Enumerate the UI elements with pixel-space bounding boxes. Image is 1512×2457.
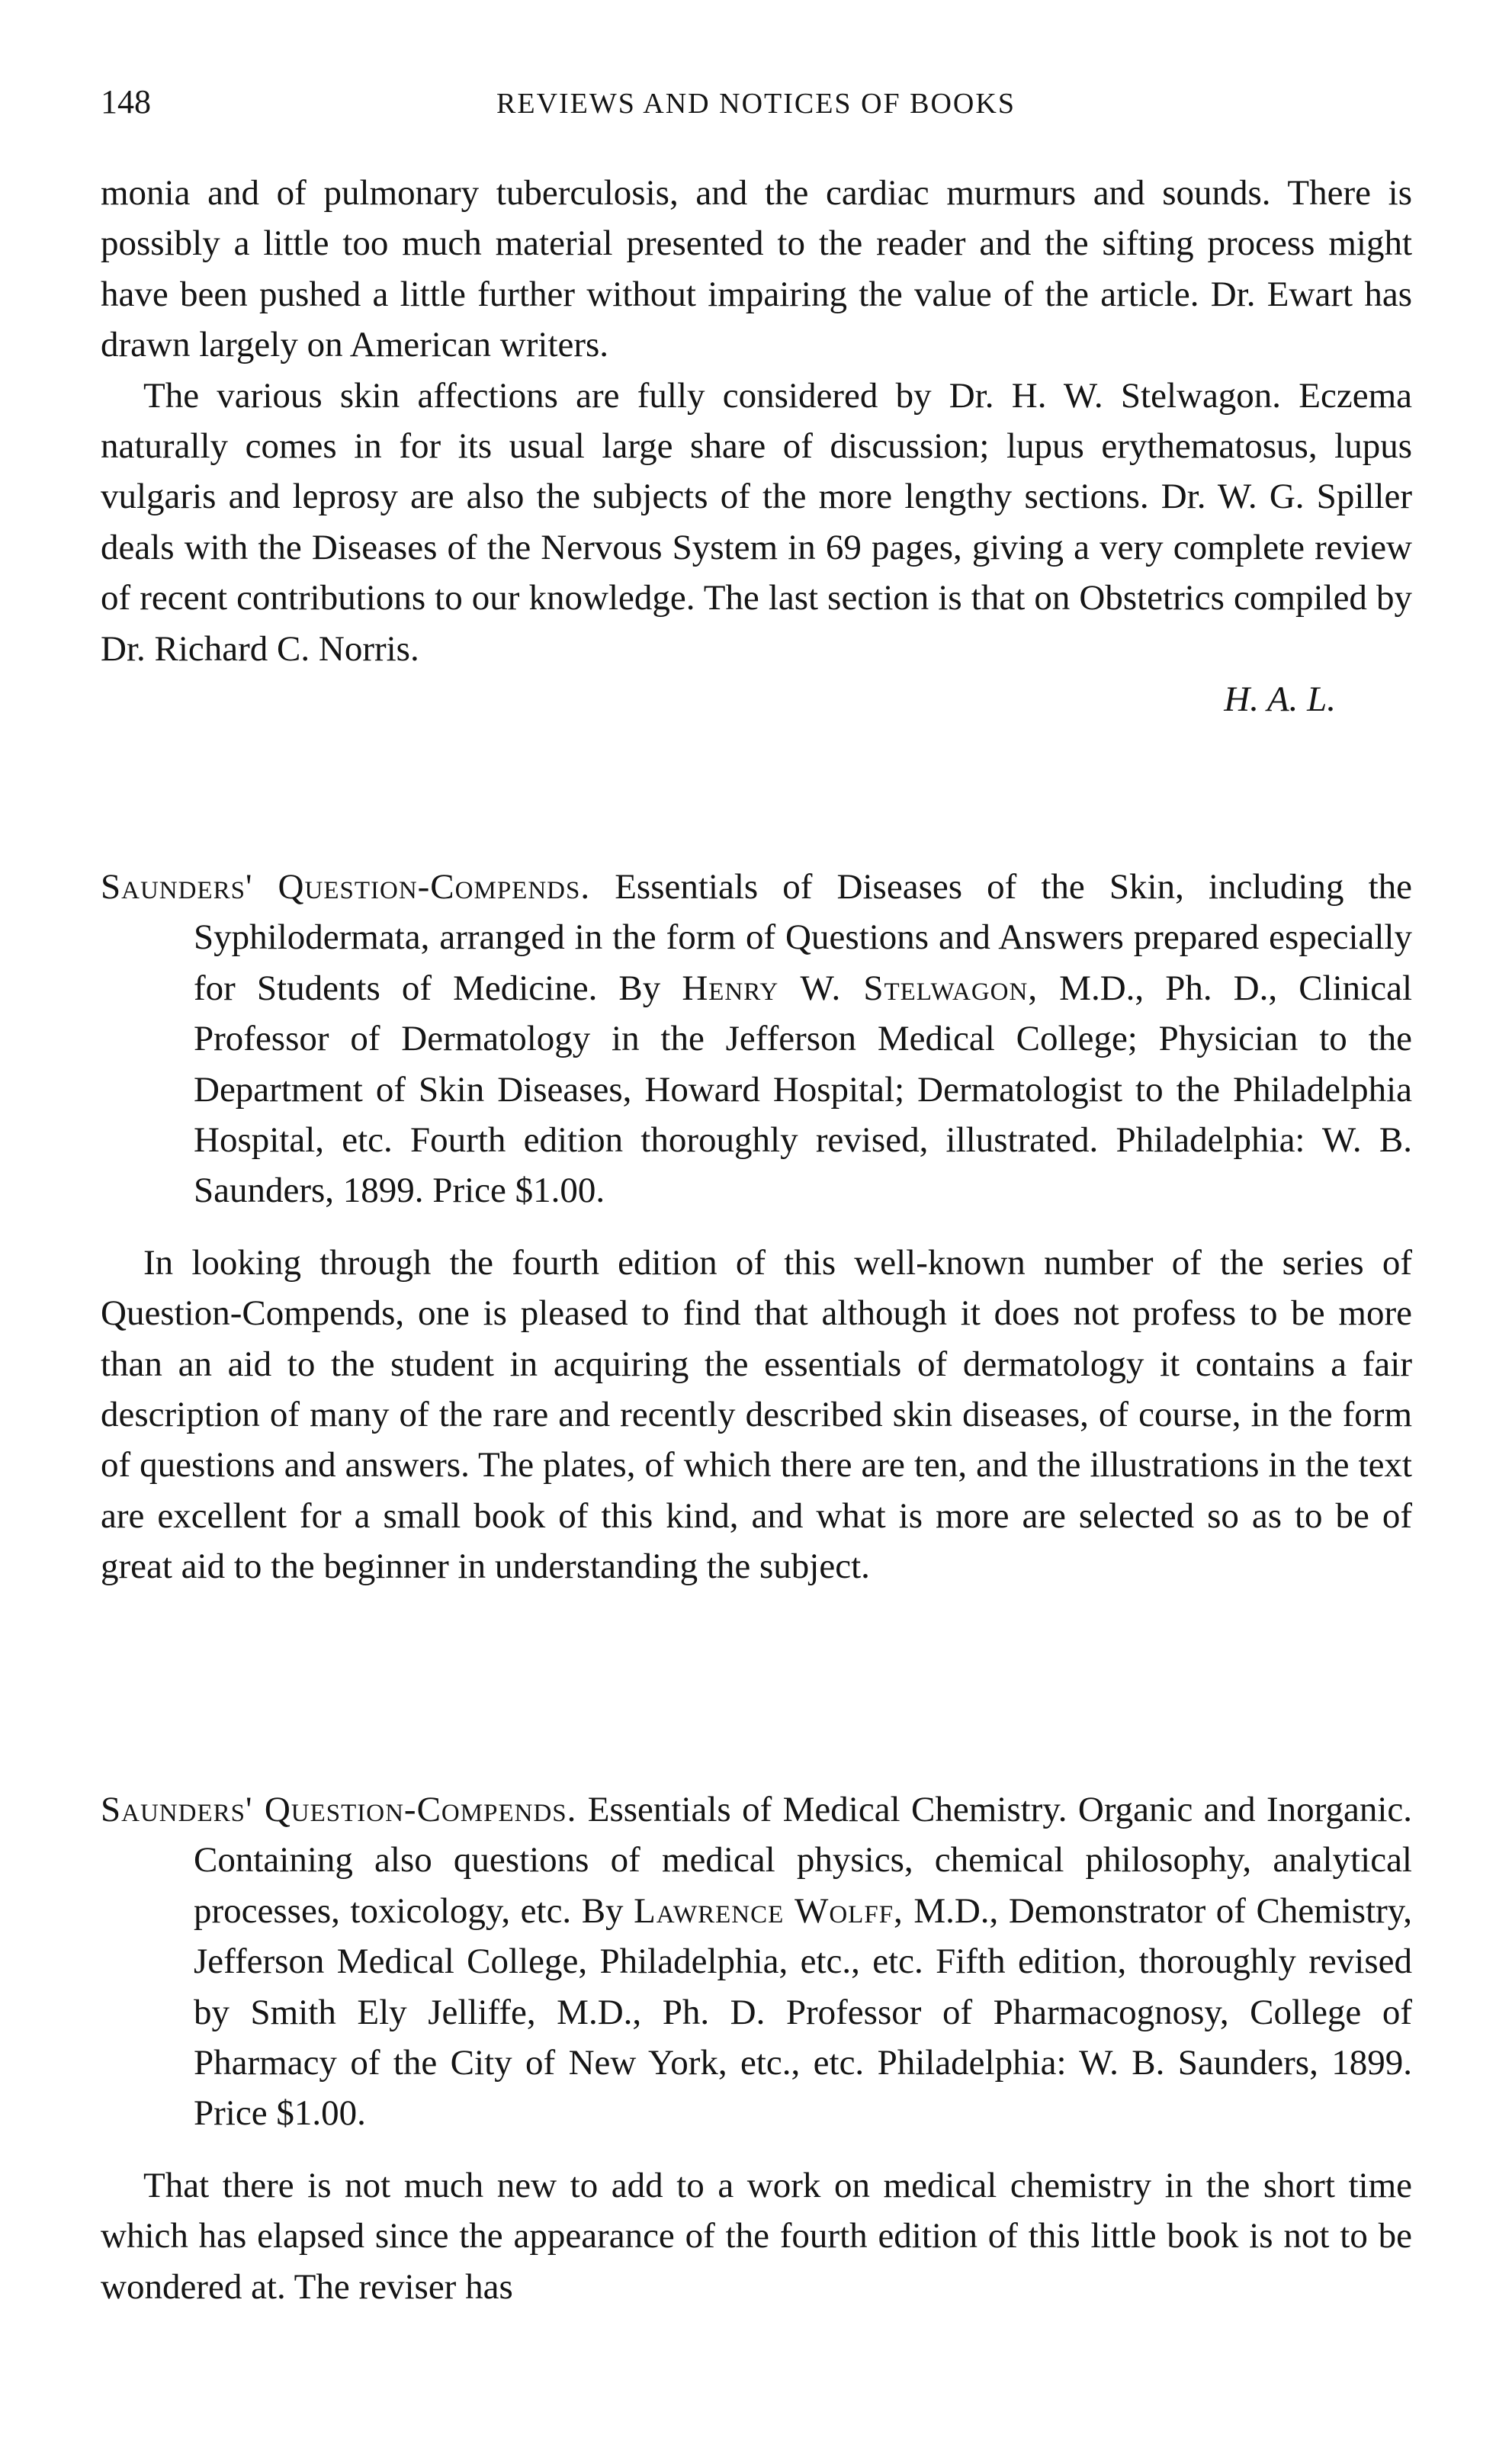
page-number: 148 [101, 83, 151, 120]
notice-details: M.D., Ph. D., Clinical Professor of Dermatology in the Jefferson Medical College; Physician to the Department of Skin Diseases, Howard Hospital; Dermatologist to the Philadelphia Hospital, etc. Fourth edition thoroughly revised, illustrated. Philadelphia: W. B. Saunders, 1899. Price $1.00. [194, 968, 1413, 1211]
review-paragraph: The various skin affections are fully considered by Dr. H. W. Stelwagon. Eczema naturally comes in for its usual large share of discussion; lupus erythematosus, lupus vulgaris and leprosy are also the subjects of the more lengthy sections. Dr. W. G. Spiller deals with the Diseases of the Nervous System in 69 pages, giving a very complete review of recent contributions to our knowledge. The last section is that on Obstetrics compiled by Dr. Richard C. Norris. [101, 375, 1412, 669]
notice-title: Essentials of Medical Chemistry. Organic and Inorganic. Containing also questions of medical physics, chemical philosophy, analytical processes, toxicology, etc. By [194, 1790, 1412, 1931]
series-name: Saunders' Question-Compends. [101, 1790, 577, 1829]
book-notice [101, 862, 1412, 1592]
notice-author: Henry W. Stelwagon, [682, 968, 1038, 1008]
book-notice [101, 1784, 1412, 2312]
reviewer-initials: H. A. L. [1224, 679, 1336, 720]
notice-author: Lawrence Wolff, [634, 1890, 904, 1931]
notice-entry [101, 862, 1412, 1216]
review-continued [101, 168, 1412, 724]
notice-title: Essentials of Diseases of the Skin, including the Syphilodermata, arranged in the form of Questions and Answers prepared especially for Students of Medicine. By [194, 867, 1413, 1008]
running-head [101, 82, 1411, 128]
review-paragraph: monia and of pulmonary tuberculosis, and the cardiac murmurs and sounds. There is possibly a little too much material presented to the reader and the sifting process might have been pushed a little further without impairing the value of the article. Dr. Ewart has drawn largely on American writers. [101, 173, 1412, 365]
notice-review: That there is not much new to add to a work on medical chemistry in the short time which has elapsed since the appearance of the fourth edition of this little book is not to be wondered at. The reviser has [101, 2165, 1412, 2307]
running-title: REVIEWS AND NOTICES OF BOOKS [496, 88, 1016, 120]
notice-details: M.D., Demonstrator of Chemistry, Jefferson Medical College, Philadelphia, etc., etc. Fifth edition, thoroughly revised by Smith Ely Jelliffe, M.D., Ph. D. Professor of Pharmacognosy, College of Pharmacy of the City of New York, etc., etc. Philadelphia: W. B. Saunders, 1899. Price $1.00. [194, 1890, 1413, 2134]
notice-entry [101, 1784, 1412, 2139]
notice-review: In looking through the fourth edition of this well-known number of the series of Question-Compends, one is pleased to find that although it does not profess to be more than an aid to the student in acquiring the essentials of dermatology it contains a fair description of many of the rare and recently described skin diseases, of course, in the form of questions and answers. The plates, of which there are ten, and the illustrations in the text are excellent for a small book of this kind, and what is more are selected so as to be of great aid to the beginner in understanding the subject. [101, 1242, 1412, 1587]
series-name: Saunders' Question-Compends. [101, 867, 591, 907]
